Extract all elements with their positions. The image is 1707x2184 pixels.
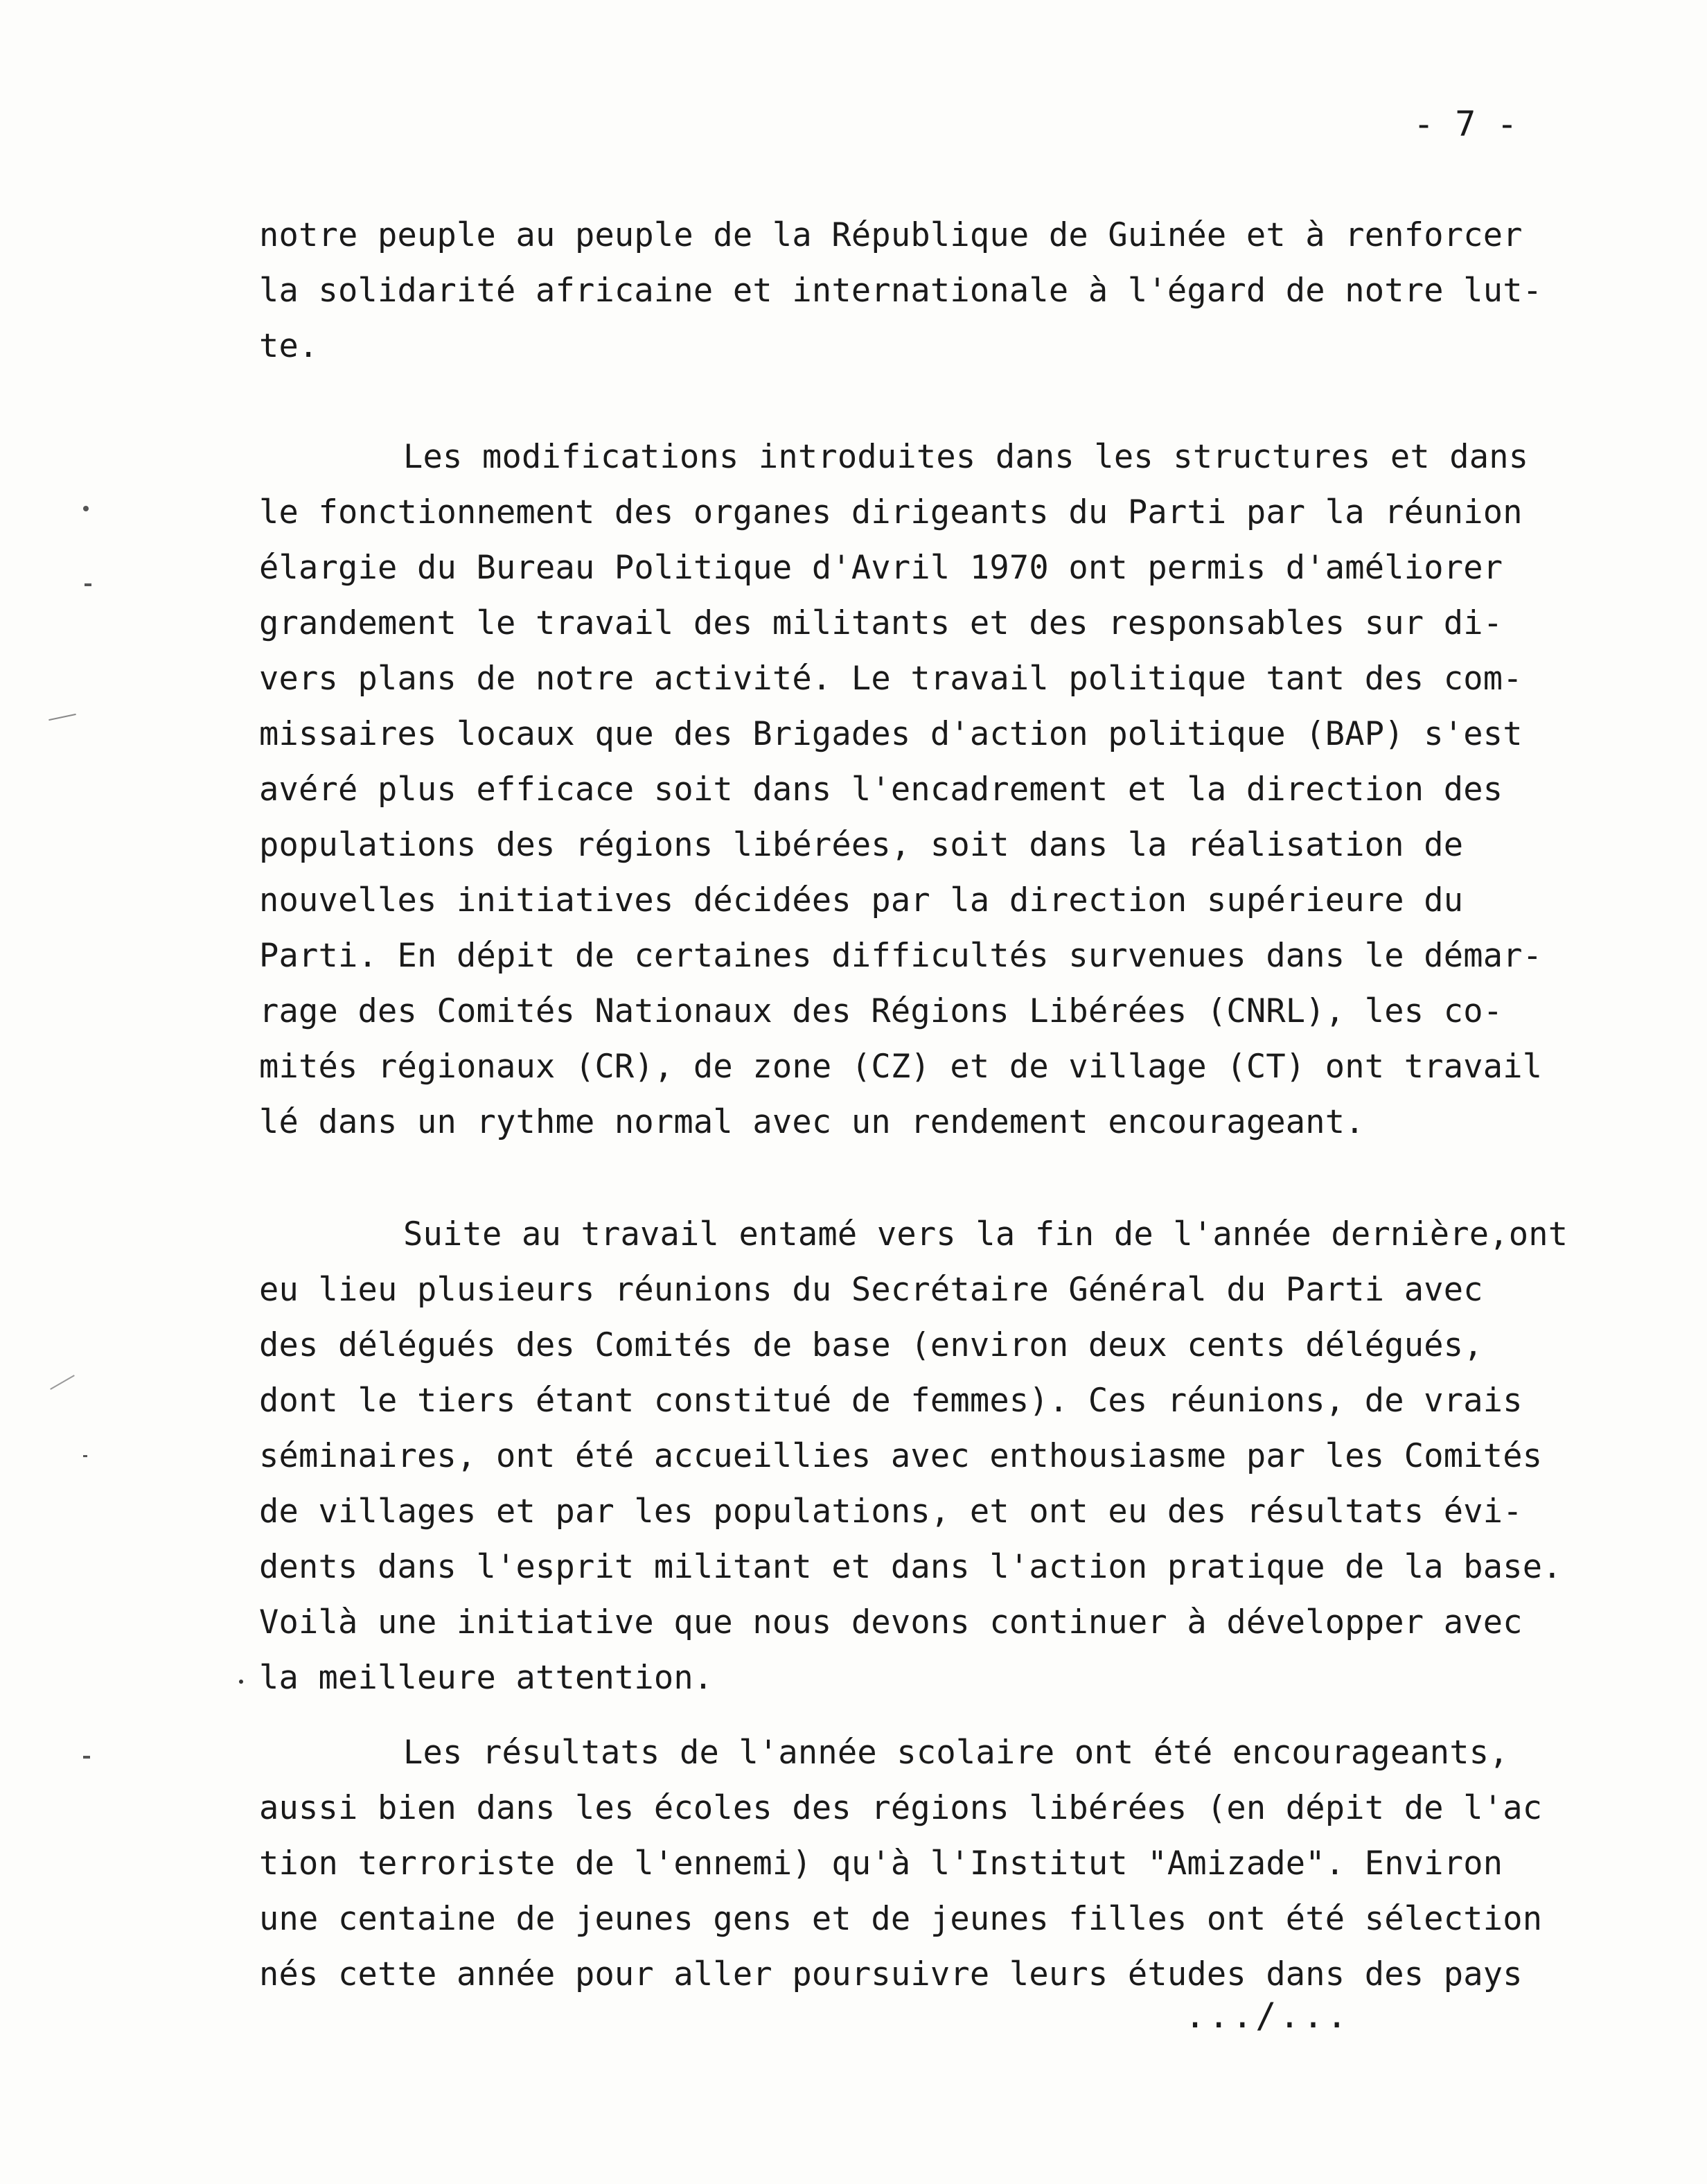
paragraph-4 [259,1725,1617,2002]
text-line: une centaine de jeunes gens et de jeunes filles ont été sélection [259,1900,1543,1938]
text-line: Parti. En dépit de certaines difficultés survenues dans le démar- [259,937,1543,975]
text-line: grandement le travail des militants et des responsables sur di- [259,604,1503,642]
text-line: missaires locaux que des Brigades d'action politique (BAP) s'est [259,715,1523,753]
margin-scratch [50,1375,75,1390]
margin-speck [83,1455,87,1457]
text-line: lé dans un rythme normal avec un rendement encourageant. [259,1103,1365,1141]
text-line: nés cette année pour aller poursuivre leurs études dans des pays [259,1955,1523,1993]
text-line: la solidarité africaine et internationale à l'égard de notre lut- [259,272,1543,310]
text-line: dents dans l'esprit militant et dans l'action pratique de la base. [259,1548,1562,1586]
text-line: des délégués des Comités de base (environ deux cents délégués, [259,1326,1483,1364]
text-line: Suite au travail entamé vers la fin de l'année dernière,ont [403,1215,1568,1253]
margin-speck [85,583,91,586]
margin-speck [83,506,89,511]
text-line: dont le tiers étant constitué de femmes). Ces réunions, de vrais [259,1382,1523,1420]
text-line: rage des Comités Nationaux des Régions Libérées (CNRL), les co- [259,992,1503,1030]
text-line: de villages et par les populations, et ont eu des résultats évi- [259,1492,1523,1531]
paragraph-1 [259,208,1617,374]
text-line: élargie du Bureau Politique d'Avril 1970 ont permis d'améliorer [259,549,1503,587]
margin-speck [239,1680,243,1684]
text-line: Voilà une initiative que nous devons continuer à développer avec [259,1603,1523,1641]
page-number: - 7 - [1413,104,1518,144]
text-line: notre peuple au peuple de la République de Guinée et à renforcer [259,216,1523,254]
margin-scratch [48,714,76,721]
text-line: mités régionaux (CR), de zone (CZ) et de village (CT) ont travail [259,1048,1543,1086]
text-line: populations des régions libérées, soit dans la réalisation de [259,826,1464,864]
continuation-mark: .../... [1185,1996,1350,2036]
text-line: Les modifications introduites dans les structures et dans [403,438,1529,476]
text-line: avéré plus efficace soit dans l'encadrement et la direction des [259,770,1503,809]
text-line: te. [259,327,319,365]
text-line: Les résultats de l'année scolaire ont été encourageants, [403,1734,1509,1772]
text-line: eu lieu plusieurs réunions du Secrétaire Général du Parti avec [259,1271,1483,1309]
text-line: vers plans de notre activité. Le travail politique tant des com- [259,660,1523,698]
margin-speck [83,1756,90,1759]
paragraph-2 [259,430,1617,1150]
text-line: nouvelles initiatives décidées par la direction supérieure du [259,881,1464,919]
paragraph-3 [259,1207,1617,1706]
text-line: tion terroriste de l'ennemi) qu'à l'Institut "Amizade". Environ [259,1844,1503,1883]
text-line: aussi bien dans les écoles des régions libérées (en dépit de l'ac [259,1789,1543,1827]
text-line: la meilleure attention. [259,1659,714,1697]
text-line: le fonctionnement des organes dirigeants du Parti par la réunion [259,493,1523,531]
text-line: séminaires, ont été accueillies avec enthousiasme par les Comités [259,1437,1543,1475]
